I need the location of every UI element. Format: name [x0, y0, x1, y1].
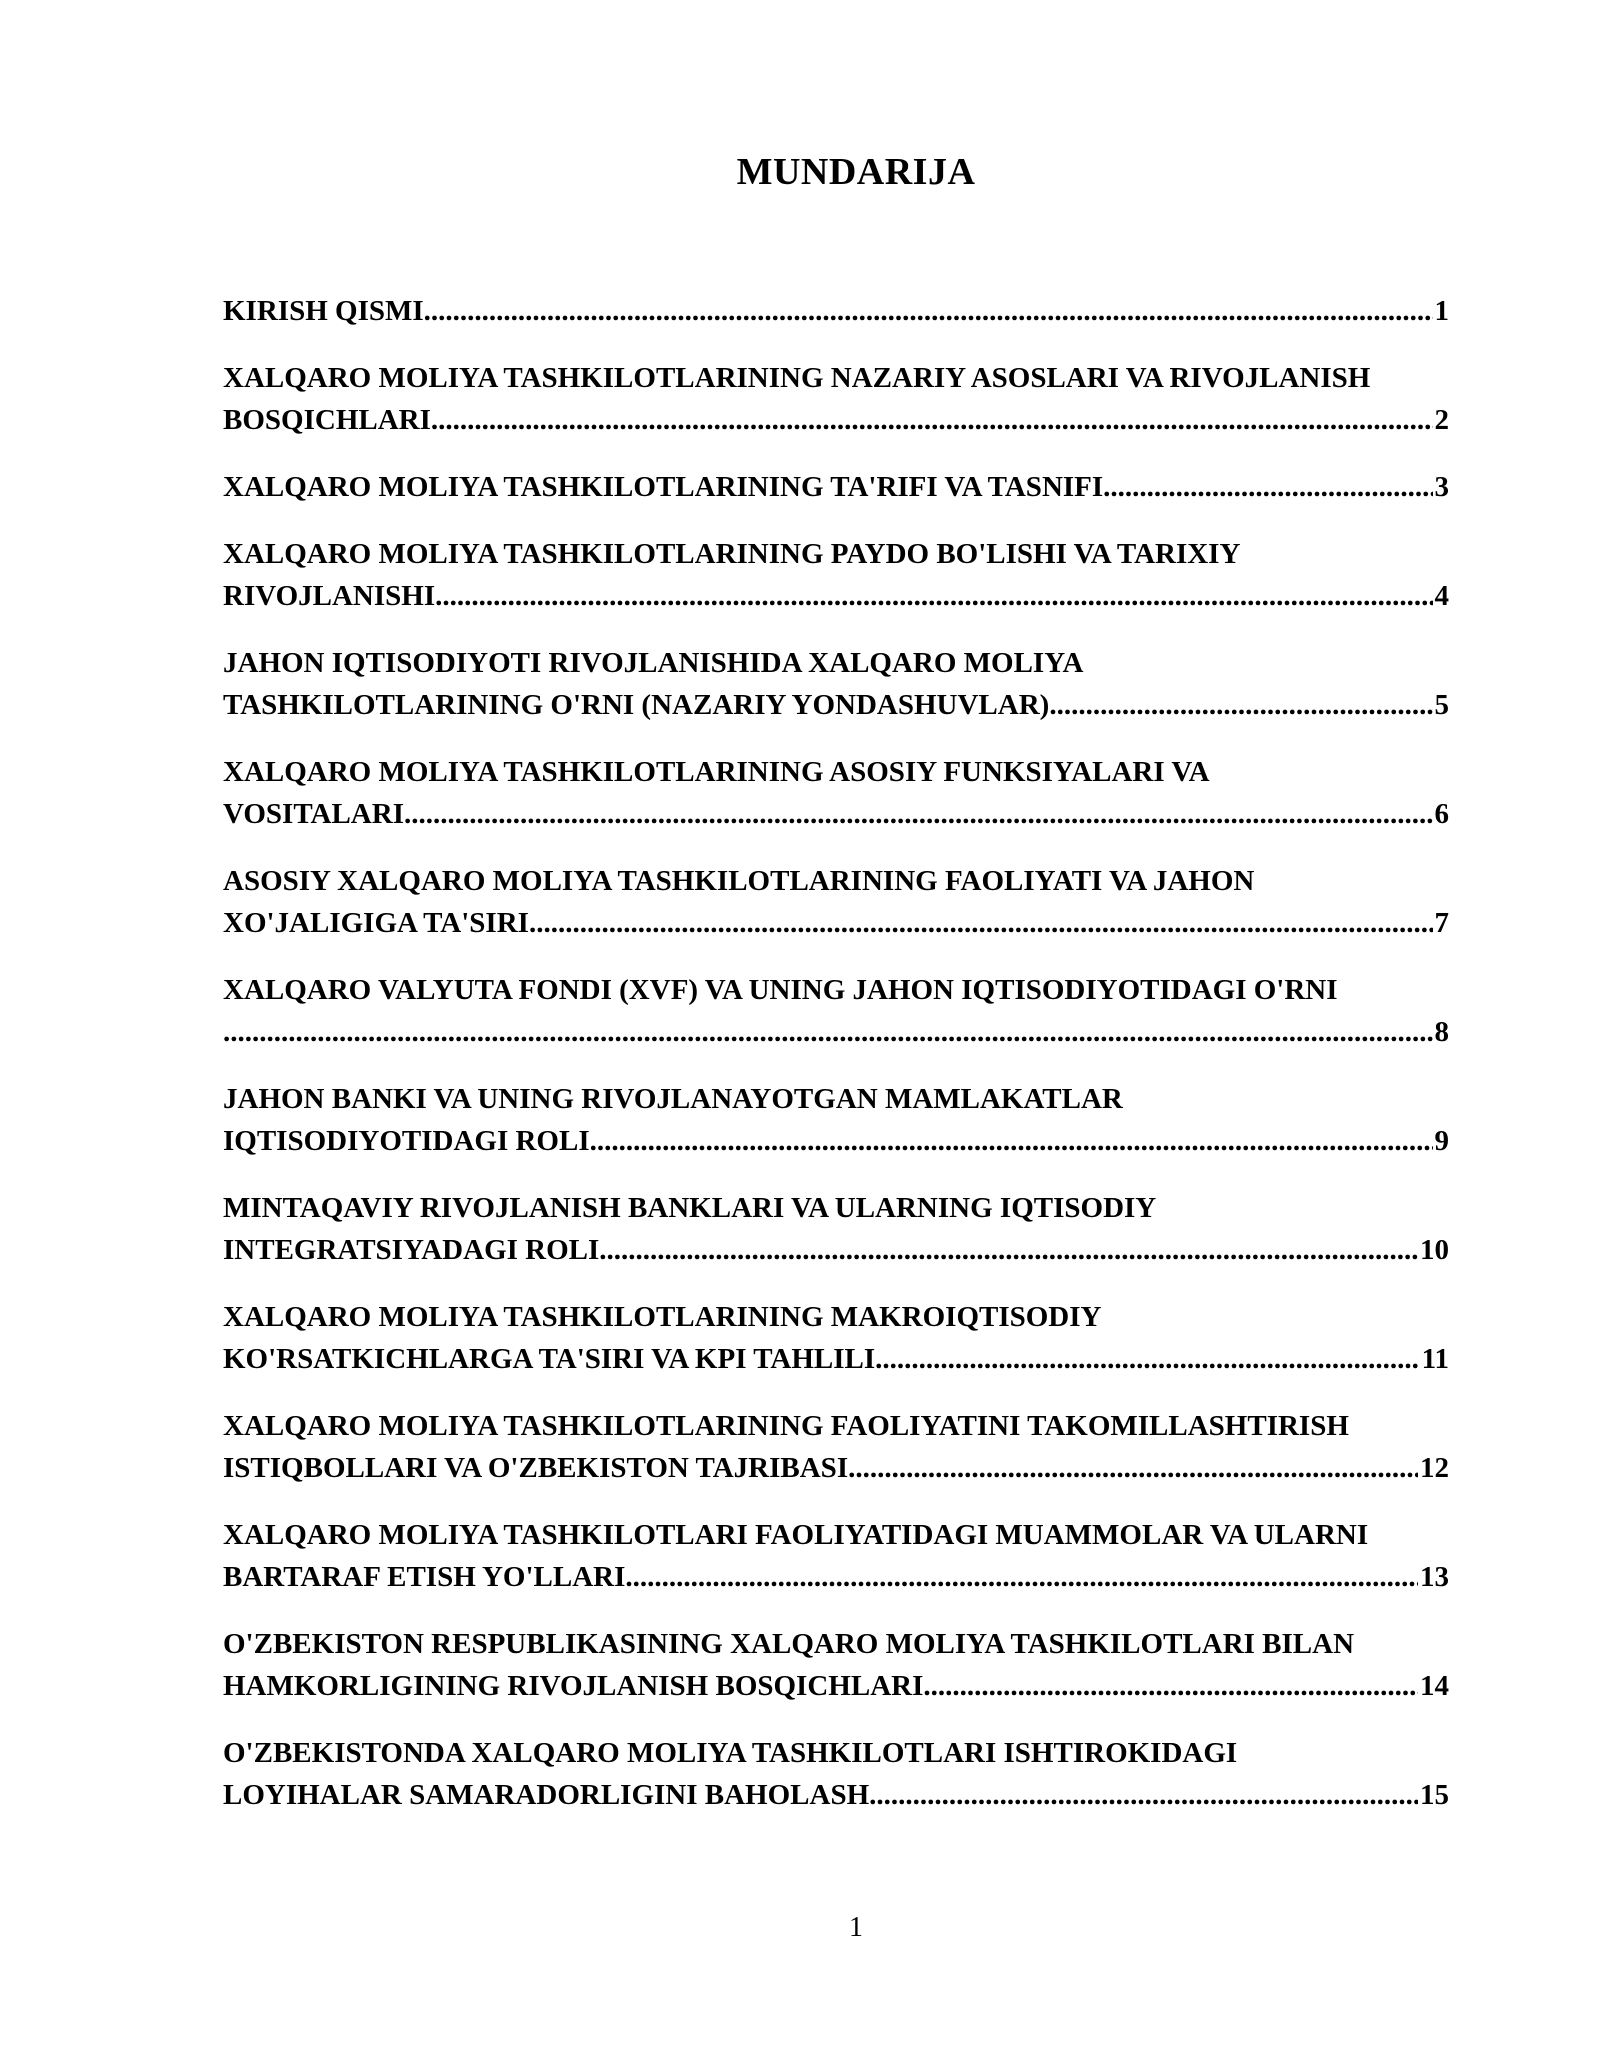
toc-entry-title-line2: XALQARO MOLIYA TASHKILOTLARINING TA'RIFI VA TASNIFI — [223, 471, 1104, 503]
dot-leader — [875, 1338, 1419, 1380]
dot-leader — [848, 1447, 1418, 1489]
dot-leader — [599, 1229, 1418, 1271]
toc-page-number: 8 — [1434, 1016, 1449, 1048]
toc-entry-title-line2: TASHKILOTLARINING O'RNI (NAZARIY YONDASHUVLAR) — [223, 689, 1050, 721]
toc-entry-title-line1: XALQARO MOLIYA TASHKILOTLARI FAOLIYATIDAGI MUAMMOLAR VA ULARNI — [223, 1519, 1369, 1551]
toc-entry-line — [223, 1120, 1449, 1162]
toc-entry-title-line2: BOSQICHLARI — [223, 404, 431, 436]
toc-entry-title-line1: O'ZBEKISTONDA XALQARO MOLIYA TASHKILOTLARI ISHTIROKIDAGI — [223, 1737, 1238, 1769]
toc-entry[interactable] — [223, 290, 1479, 332]
toc-page-number: 3 — [1434, 471, 1449, 503]
dot-leader — [404, 793, 1433, 835]
toc-entry-title-line2: HAMKORLIGINING RIVOJLANISH BOSQICHLARI — [223, 1670, 924, 1702]
dot-leader — [1103, 466, 1432, 508]
toc-entry[interactable] — [223, 357, 1479, 441]
toc-entry-title-line1: O'ZBEKISTON RESPUBLIKASINING XALQARO MOLIYA TASHKILOTLARI BILAN — [223, 1628, 1355, 1660]
toc-entry-line — [223, 575, 1449, 617]
toc-entry-title-line2: LOYIHALAR SAMARADORLIGINI BAHOLASH — [223, 1779, 870, 1811]
toc-entry-title-line1: JAHON BANKI VA UNING RIVOJLANAYOTGAN MAMLAKATLAR — [223, 1083, 1123, 1115]
toc-entry-title-line2: KIRISH QISMI — [223, 295, 424, 327]
toc-entry[interactable] — [223, 1078, 1479, 1162]
dot-leader — [431, 399, 1433, 441]
toc-entry-title-line1: XALQARO MOLIYA TASHKILOTLARINING FAOLIYATINI TAKOMILLASHTIRISH — [223, 1410, 1349, 1442]
toc-page-number: 7 — [1434, 907, 1449, 939]
toc-entry-title-line2: IQTISODIYOTIDAGI ROLI — [223, 1125, 590, 1157]
toc-entry[interactable] — [223, 1296, 1479, 1380]
dot-leader — [529, 902, 1433, 944]
toc-entry[interactable] — [223, 642, 1479, 726]
toc-page-number: 9 — [1434, 1125, 1449, 1157]
toc-page-number: 2 — [1434, 404, 1449, 436]
toc-entry-line — [223, 1229, 1449, 1271]
dot-leader — [223, 1011, 1433, 1053]
toc-entry-line — [223, 290, 1449, 332]
toc-entry[interactable] — [223, 1405, 1479, 1489]
toc-entry-title-line2: RIVOJLANISHI — [223, 580, 436, 612]
toc-entry-title-line1: XALQARO VALYUTA FONDI (XVF) VA UNING JAHON IQTISODIYOTIDAGI O'RNI — [223, 974, 1338, 1006]
toc-entry-title-line1: XALQARO MOLIYA TASHKILOTLARINING MAKROIQTISODIY — [223, 1301, 1102, 1333]
toc-entry-title-line1: MINTAQAVIY RIVOJLANISH BANKLARI VA ULARNING IQTISODIY — [223, 1192, 1157, 1224]
dot-leader — [435, 575, 1432, 617]
toc-entry-line — [223, 1556, 1449, 1598]
toc-page-number: 6 — [1434, 798, 1449, 830]
dot-leader — [1049, 684, 1432, 726]
toc-entry[interactable] — [223, 1187, 1479, 1271]
dot-leader — [424, 290, 1433, 332]
table-of-contents — [223, 290, 1479, 1841]
toc-page-number: 5 — [1434, 689, 1449, 721]
toc-page-number: 13 — [1420, 1561, 1449, 1593]
toc-page-number: 12 — [1420, 1452, 1449, 1484]
toc-entry[interactable] — [223, 466, 1479, 508]
toc-entry-line — [223, 399, 1449, 441]
toc-page-number: 1 — [1434, 295, 1449, 327]
toc-entry[interactable] — [223, 1732, 1479, 1816]
toc-page-number: 14 — [1420, 1670, 1449, 1702]
toc-entry-line — [223, 684, 1449, 726]
toc-entry-title-line2: BARTARAF ETISH YO'LLARI — [223, 1561, 626, 1593]
toc-entry-line — [223, 902, 1449, 944]
toc-entry-line — [223, 1338, 1449, 1380]
toc-entry-title-line1: ASOSIY XALQARO MOLIYA TASHKILOTLARINING FAOLIYATI VA JAHON — [223, 865, 1255, 897]
toc-entry-title-line1: XALQARO MOLIYA TASHKILOTLARINING NAZARIY ASOSLARI VA RIVOJLANISH — [223, 362, 1371, 394]
toc-page-number: 11 — [1421, 1343, 1449, 1375]
toc-entry-title-line1: JAHON IQTISODIYOTI RIVOJLANISHIDA XALQARO MOLIYA — [223, 647, 1084, 679]
toc-entry[interactable] — [223, 533, 1479, 617]
toc-page-number: 10 — [1420, 1234, 1449, 1266]
toc-entry-line — [223, 466, 1449, 508]
page-title: MUNDARIJA — [736, 151, 976, 193]
toc-entry-line — [223, 1447, 1449, 1489]
toc-entry-title-line2: KO'RSATKICHLARGA TA'SIRI VA KPI TAHLILI — [223, 1343, 876, 1375]
toc-entry-title-line1: XALQARO MOLIYA TASHKILOTLARINING PAYDO BO'LISHI VA TARIXIY — [223, 538, 1241, 570]
toc-entry-title-line1: XALQARO MOLIYA TASHKILOTLARINING ASOSIY FUNKSIYALARI VA — [223, 756, 1210, 788]
toc-page-number: 4 — [1434, 580, 1449, 612]
toc-entry[interactable] — [223, 860, 1479, 944]
dot-leader — [869, 1774, 1418, 1816]
toc-entry-line — [223, 1011, 1449, 1053]
dot-leader — [625, 1556, 1418, 1598]
toc-entry-line — [223, 1665, 1449, 1707]
toc-entry[interactable] — [223, 969, 1479, 1053]
toc-entry-title-line2: ISTIQBOLLARI VA O'ZBEKISTON TAJRIBASI — [223, 1452, 849, 1484]
toc-entry-title-line2: XO'JALIGIGA TA'SIRI — [223, 907, 529, 939]
toc-entry[interactable] — [223, 1514, 1479, 1598]
toc-page-number: 15 — [1420, 1779, 1449, 1811]
toc-entry-title-line2: INTEGRATSIYADAGI ROLI — [223, 1234, 600, 1266]
toc-entry-title-line2: VOSITALARI — [223, 798, 404, 830]
dot-leader — [923, 1665, 1418, 1707]
toc-entry-line — [223, 1774, 1449, 1816]
page-number: 1 — [849, 1912, 863, 1943]
toc-entry-line — [223, 793, 1449, 835]
toc-entry[interactable] — [223, 1623, 1479, 1707]
toc-entry[interactable] — [223, 751, 1479, 835]
dot-leader — [590, 1120, 1433, 1162]
